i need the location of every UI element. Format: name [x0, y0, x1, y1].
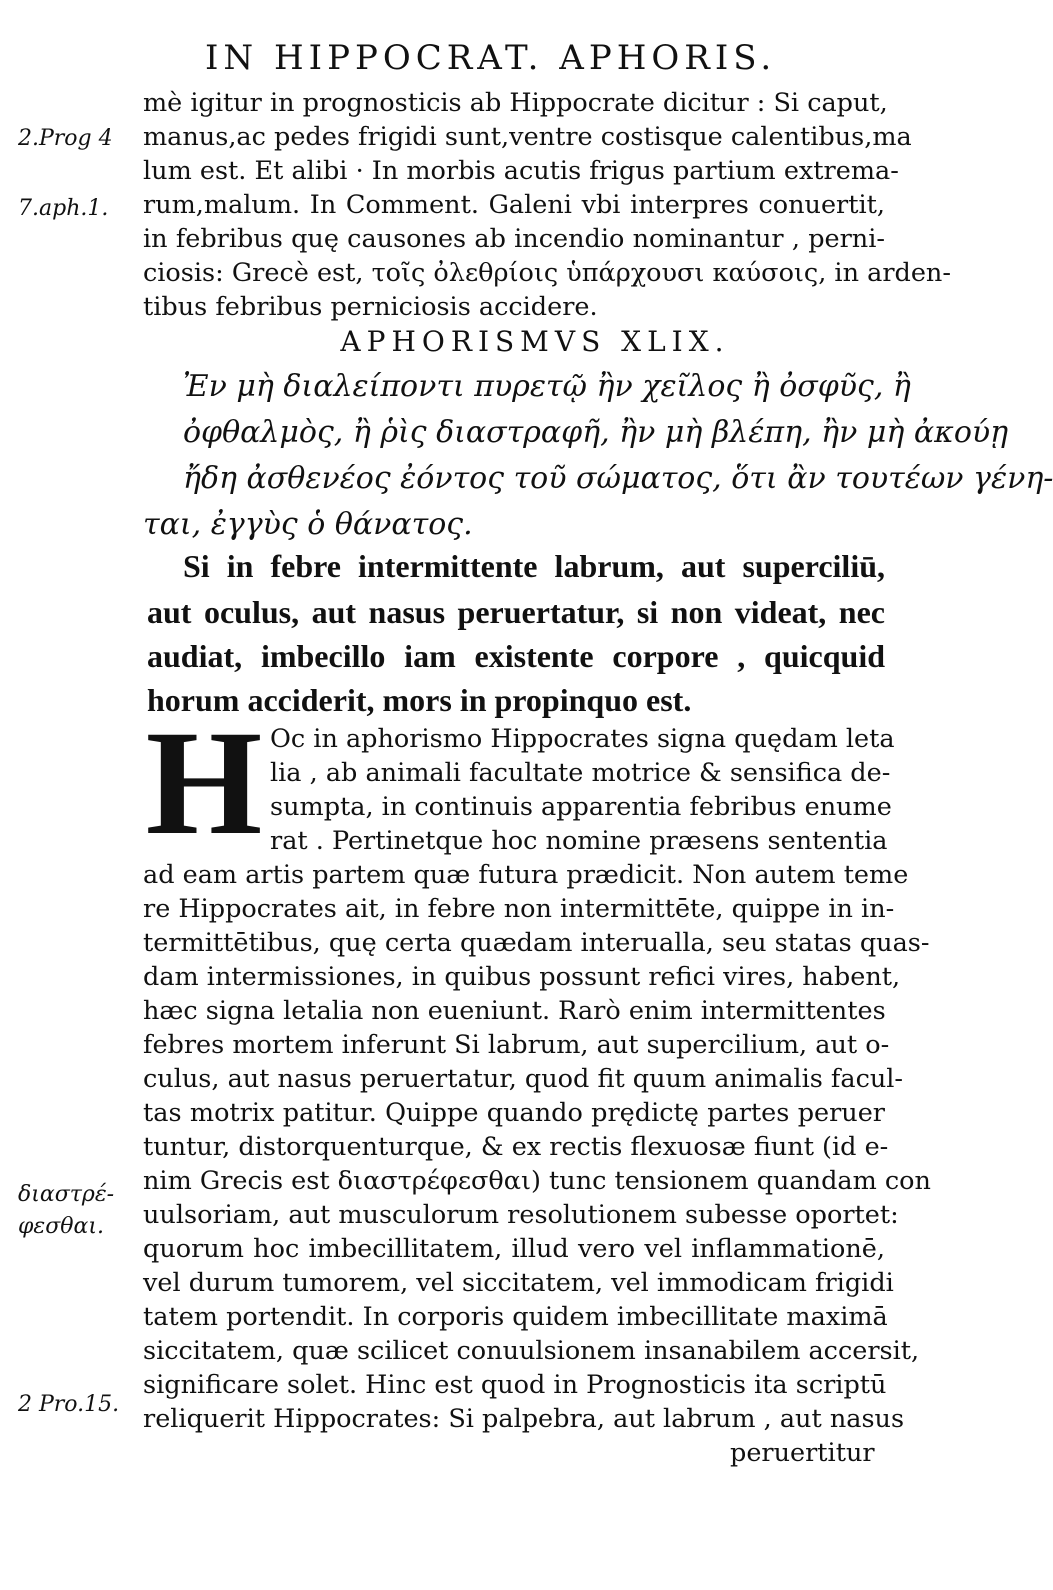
text-line: tibus febribus perniciosis accidere.	[143, 292, 598, 322]
greek-line: Ἐν μὴ διαλείποντι πυρετῷ ἢν χεῖλος ἢ ὀσφῦς, ἢ	[183, 369, 911, 404]
text-line: ciosis: Grecè est, τοῖς ὀλεθρίοις ὑπάρχουσι καύσοις, in arden-	[143, 258, 951, 288]
margin-note: 2 Pro.15.	[18, 1392, 120, 1417]
text-line: termittētibus, quę certa quædam interualla, seu statas quas-	[143, 928, 930, 958]
text-line: dam intermissiones, in quibus possunt refici vires, habent,	[143, 962, 901, 992]
greek-line: ἤδη ἀσθενέος ἐόντος τοῦ σώματος, ὅτι ἂν τουτέων γένη-	[183, 461, 1053, 496]
running-head: IN HIPPOCRAT. APHORIS.	[205, 38, 777, 78]
text-line: tatem portendit. In corporis quidem imbecillitate maximā	[143, 1302, 888, 1332]
margin-note: διαστρέ-	[18, 1182, 115, 1207]
text-line: rum,malum. In Comment. Galeni vbi interpres conuertit,	[143, 190, 885, 220]
text-line: uulsoriam, aut musculorum resolutionem subesse oportet:	[143, 1200, 899, 1230]
text-line: tas motrix patitur. Quippe quando prędictę partes peruer	[143, 1098, 885, 1128]
latin-line: aut oculus, aut nasus peruertatur, si non videat, nec	[147, 594, 885, 630]
text-line: culus, aut nasus peruertatur, quod fit quum animalis facul-	[143, 1064, 904, 1094]
text-line: sumpta, in continuis apparentia febribus enume	[270, 792, 892, 822]
text-line: nim Grecis est διαστρέφεσθαι) tunc tensionem quandam con	[143, 1166, 931, 1196]
text-line: febres mortem inferunt Si labrum, aut supercilium, aut o-	[143, 1030, 890, 1060]
margin-note: 7.aph.1.	[18, 196, 109, 221]
text-line: significare solet. Hinc est quod in Prognosticis ita scriptū	[143, 1370, 887, 1400]
drop-cap: H	[145, 700, 263, 866]
greek-line: ὀφθαλμὸς, ἢ ῥὶς διαστραφῆ, ἢν μὴ βλέπη, ἢν μὴ ἀκούῃ	[183, 415, 1009, 450]
latin-line: horum acciderit, mors in propinquo est.	[147, 682, 692, 718]
text-line: lum est. Et alibi · In morbis acutis frigus partium extrema-	[143, 156, 899, 186]
text-line: Oc in aphorismo Hippocrates signa quędam leta	[270, 724, 895, 754]
text-line: manus,ac pedes frigidi sunt,ventre costisque calentibus,ma	[143, 122, 912, 152]
text-line: vel durum tumorem, vel siccitatem, vel immodicam frigidi	[143, 1268, 894, 1298]
latin-line: audiat, imbecillo iam existente corpore , quicquid	[147, 638, 885, 674]
text-line: reliquerit Hippocrates: Si palpebra, aut labrum , aut nasus	[143, 1404, 905, 1434]
catchword: peruertitur	[730, 1438, 875, 1468]
greek-line: ται, ἐγγὺς ὁ θάνατος.	[143, 507, 473, 542]
text-line: hæc signa letalia non eueniunt. Rarò enim intermittentes	[143, 996, 886, 1026]
margin-note: 2.Prog 4	[18, 126, 113, 151]
text-line: siccitatem, quæ scilicet conuulsionem insanabilem accersit,	[143, 1336, 920, 1366]
text-line: mè igitur in prognosticis ab Hippocrate dicitur : Si caput,	[143, 88, 888, 118]
text-line: lia , ab animali facultate motrice & sensifica de-	[270, 758, 891, 788]
margin-note: φεσθαι.	[18, 1214, 104, 1239]
text-line: ad eam artis partem quæ futura prædicit. Non autem teme	[143, 860, 909, 890]
text-line: quorum hoc imbecillitatem, illud vero vel inflammationē,	[143, 1234, 885, 1264]
aphorism-heading: APHORISMVS XLIX.	[340, 325, 730, 358]
text-line: in febribus quę causones ab incendio nominantur , perni-	[143, 224, 885, 254]
text-line: tuntur, distorquenturque, & ex rectis flexuosæ fiunt (id e-	[143, 1132, 889, 1162]
text-line: rat . Pertinetque hoc nomine præsens sententia	[270, 826, 888, 856]
latin-line: Si in febre intermittente labrum, aut superciliū,	[183, 548, 885, 584]
text-line: re Hippocrates ait, in febre non intermittēte, quippe in in-	[143, 894, 895, 924]
